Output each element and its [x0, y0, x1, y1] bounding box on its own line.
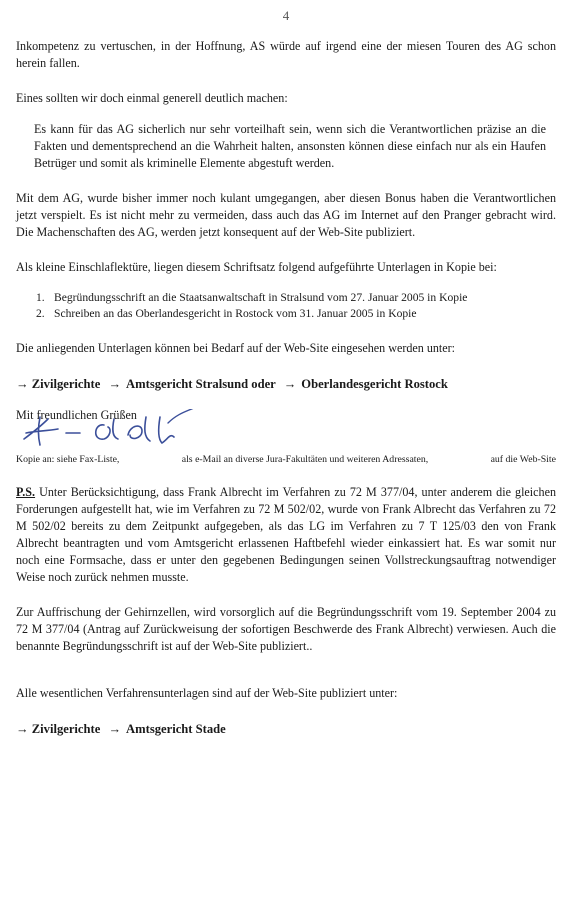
list-item-number: 1.: [36, 291, 45, 304]
arrow-right-icon: →: [16, 377, 29, 391]
web-path-stade: [16, 720, 556, 738]
web-path-stralsund: [16, 375, 556, 393]
arrow-right-icon: →: [108, 722, 122, 736]
paragraph-gehirnzellen: Zur Auffrischung der Gehirnzellen, wird vorsorglich auf die Begründungsschrift vom 19. September 2004 zu 72 M 377/04 (Antrag auf Zurückweisung der sofortigen Beschwerde des Frank Albrecht) verwiesen. Auch die benannte Begründungsschrift ist auf der Web-Site publiziert..: [16, 605, 556, 653]
arrow-right-icon: →: [108, 377, 122, 391]
copy-website: auf die Web-Site: [490, 454, 556, 465]
paragraph-inkompetenz: Inkompetenz zu vertuschen, in der Hoffnung, AS würde auf irgend eine der miesen Touren des AG schon herein fallen.: [16, 39, 556, 70]
paragraph-einschlaflektuere: Als kleine Einschlaflektüre, liegen diesem Schriftsatz folgend aufgeführte Unterlagen in Kopie bei:: [16, 260, 497, 274]
copy-distribution-line: [16, 453, 556, 466]
enclosure-list: [16, 290, 556, 322]
page-number: 4: [282, 8, 290, 23]
postscript-paragraph: [16, 484, 556, 586]
paragraph-mit-dem-ag: Mit dem AG, wurde bisher immer noch kulant umgegangen, aber diesen Bonus haben die Verantwortlichen jetzt verspielt. Es ist nicht mehr zu vermeiden, dass auch das AG im Internet auf den Pranger gebracht wird. Die Machenschaften des AG, werden jetzt konsequent auf der Web-Site publiziert.: [16, 191, 556, 239]
list-item: [36, 306, 556, 322]
ps-label: P.S.: [16, 485, 36, 499]
list-item-number: 2.: [36, 307, 45, 320]
path-zivilgerichte: Zivilgerichte: [31, 722, 101, 736]
ps-text: Unter Berücksichtigung, dass Frank Albrecht im Verfahren zu 72 M 377/04, unter anderem die gleichen Forderungen aufgestellt hat, wie im Verfahren zu 72 M 502/02, wurde von Frank Albrecht das Verfahren zu 72 M 502/02 bereits zu dem Zeitpunkt aufgegeben, als das LG im Verfahren zu 7 T 125/03 den von Frank Albrecht beantragten und vom Amtsgericht erlassenen Haftbefehl wieder einkassiert hat. Es war somit nur noch eine Formsache, dass er unter den gegebenen Bedingungen seinen Vollstreckungsauftrag notwendiger Weise noch zurück nehmen musste.: [16, 485, 556, 584]
closing-greeting: Mit freundlichen Grüßen: [16, 408, 137, 422]
path-amtsgericht-stade: Amtsgericht Stade: [126, 722, 226, 736]
list-item-text: Begründungsschrift an die Staatsanwaltschaft in Stralsund vom 27. Januar 2005 in Kopie: [54, 291, 468, 304]
handwritten-signature-icon: [18, 409, 208, 453]
paragraph-eines-sollten: Eines sollten wir doch einmal generell deutlich machen:: [16, 91, 288, 105]
arrow-right-icon: →: [16, 722, 29, 736]
arrow-right-icon: →: [283, 377, 297, 391]
copy-fax-list: Kopie an: siehe Fax-Liste,: [16, 454, 120, 465]
paragraph-anliegende-unterlagen: Die anliegenden Unterlagen können bei Bedarf auf der Web-Site eingesehen werden unter:: [16, 341, 456, 355]
list-item: [36, 290, 556, 306]
indented-quote: Es kann für das AG sicherlich nur sehr vorteilhaft sein, wenn sich die Verantwortlichen präzise an die Fakten und dementsprechend an die Wahrheit halten, ansonsten können diese einfach nur als ein Haufen Betrüger und somit als kriminelle Elemente abgestuft werden.: [34, 122, 546, 170]
path-oberlandesgericht-rostock: Oberlandesgericht Rostock: [301, 377, 448, 391]
copy-email-faculties: als e-Mail an diverse Jura-Fakultäten und weiteren Adressaten,: [181, 454, 429, 465]
path-amtsgericht-stralsund: Amtsgericht Stralsund oder: [126, 377, 276, 391]
list-item-text: Schreiben an das Oberlandesgericht in Rostock vom 31. Januar 2005 in Kopie: [54, 307, 417, 320]
signature: [16, 423, 556, 453]
path-zivilgerichte: Zivilgerichte: [31, 377, 101, 391]
paragraph-verfahrensunterlagen: Alle wesentlichen Verfahrensunterlagen sind auf der Web-Site publiziert unter:: [16, 686, 398, 700]
